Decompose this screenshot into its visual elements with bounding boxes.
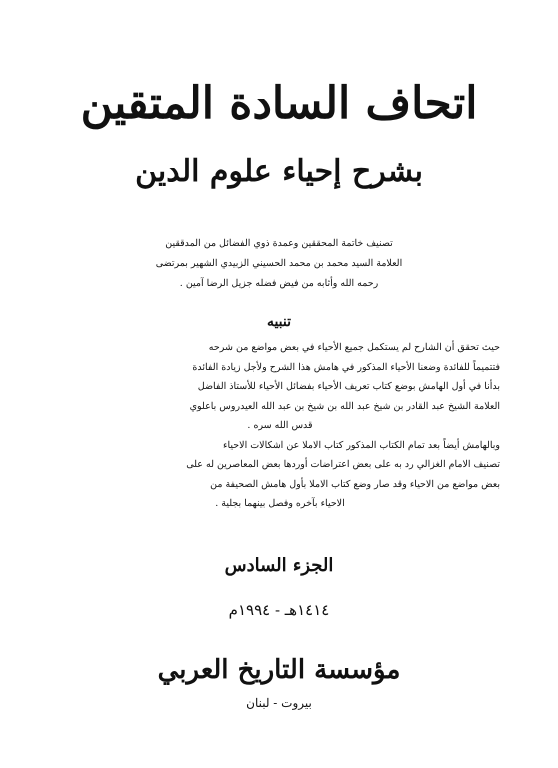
author-line: تصنيف خاتمة المحققين وعمدة ذوي الفضائل من المدققين	[165, 238, 393, 249]
volume-label: الجزء السادس	[224, 555, 334, 576]
notice-line: فتتميماً للفائدة وضعنا الأحياء المذكور في هامش هذا الشرح ولأجل زيادة الفائدة	[192, 361, 500, 373]
book-title: اتحاف السادة المتقين	[80, 78, 478, 129]
notice-line: بدأنا في أول الهامش بوضع كتاب تعريف الأحياء بفضائل الأحياء للأستاذ الفاضل	[197, 381, 500, 392]
publication-year: ١٤١٤هـ - ١٩٩٤م	[228, 601, 330, 619]
notice-line: تصنيف الامام الغزالي رد به على بعض اعتراضات أوردها بعض المعاصرين له على	[186, 459, 500, 470]
notice-line: وبالهامش أيضاً بعد تمام الكتاب المذكور كتاب الاملا عن اشكالات الاحياء	[223, 439, 500, 451]
author-block	[150, 234, 408, 294]
notice-text	[60, 338, 500, 514]
notice-line: بعض مواضع من الاحياء وقد صار وضع كتاب الاملا بأول هامش الصحيفة من	[210, 478, 500, 490]
notice-line: قدس الله سره .	[247, 420, 313, 431]
notice-line: الاحياء بآخره وفصل بينهما بجلية .	[215, 498, 345, 509]
book-subtitle: بشرح إحياء علوم الدين	[135, 154, 423, 189]
publisher-city: بيروت - لبنان	[246, 696, 312, 710]
author-line: رحمه الله وأثابه من فيض فضله جزيل الرضا آمين .	[179, 278, 379, 289]
notice-heading: تنبيه	[266, 314, 292, 330]
notice-line: حيث تحقق أن الشارح لم يستكمل جميع الأحياء في بعض مواضع من شرحه	[208, 342, 500, 353]
publisher-name: مؤسسة التاريخ العربي	[157, 655, 401, 685]
author-line: العلامة السيد محمد بن محمد الحسيني الزبيدي الشهير بمرتضى	[155, 258, 403, 269]
notice-line: العلامة الشيخ عبد القادر بن شيخ عبد الله بن شيخ بن عبد الله العيدروس باعلوي	[189, 400, 500, 412]
